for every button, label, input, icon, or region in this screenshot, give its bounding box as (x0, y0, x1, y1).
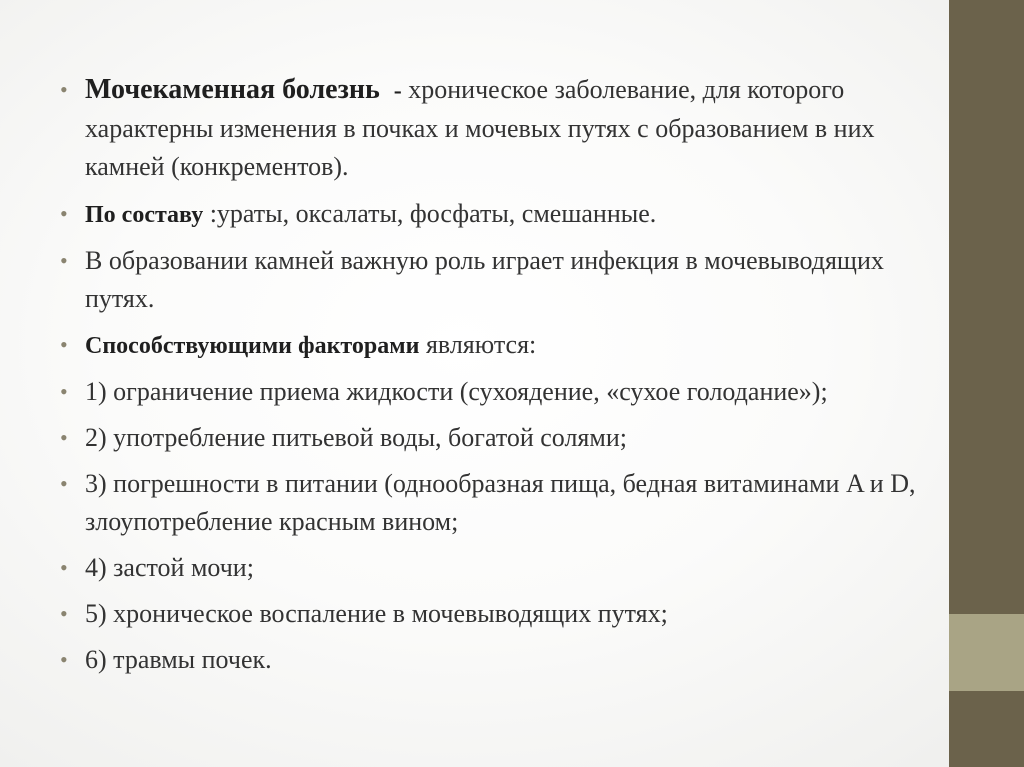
list-item (60, 373, 930, 411)
item-text: В образовании камней важную роль играет инфекция в мочевыводящих путях. (85, 246, 884, 313)
bullet-dot-icon: • (60, 647, 68, 672)
list-item (60, 195, 930, 234)
bullet-dot-icon: • (60, 601, 68, 626)
term-title: Мочекаменная болезнь (85, 74, 380, 105)
bullet-dot-icon: • (60, 77, 68, 102)
item-text: являются: (419, 330, 537, 359)
bullet-dot-icon: • (60, 201, 68, 226)
list-item (60, 71, 930, 186)
item-text: 1) ограничение приема жидкости (сухоядение, «сухое голодание»); (85, 377, 828, 406)
list-item (60, 326, 930, 365)
bullet-dot-icon: • (60, 379, 68, 404)
bullet-list (60, 71, 930, 687)
bullet-dot-icon: • (60, 248, 68, 273)
list-item (60, 595, 930, 633)
list-item (60, 549, 930, 587)
item-bold-label: Способствующими факторами (85, 333, 420, 359)
bullet-dot-icon: • (60, 471, 68, 496)
item-text: :ураты, оксалаты, фосфаты, смешанные. (203, 199, 657, 228)
list-item (60, 242, 930, 318)
item-text: хроническое заболевание, для которого характерны изменения в почках и мочевых путях с образованием в них камней (конкрементов). (85, 75, 875, 181)
bullet-dot-icon: • (60, 555, 68, 580)
item-text: 2) употребление питьевой воды, богатой солями; (85, 423, 627, 452)
list-item (60, 465, 930, 541)
bullet-dot-icon: • (60, 425, 68, 450)
item-text: 6) травмы почек. (85, 645, 272, 674)
item-text: 3) погрешности в питании (однообразная пища, бедная витаминами A и D, злоупотребление красным вином; (85, 469, 916, 536)
dash-separator: - (393, 78, 402, 104)
item-text: 4) застой мочи; (85, 553, 254, 582)
list-item (60, 419, 930, 457)
item-text: 5) хроническое воспаление в мочевыводящих путях; (85, 599, 668, 628)
bullet-dot-icon: • (60, 332, 68, 357)
side-accent-block (949, 614, 1024, 691)
item-bold-label: По составу (85, 202, 204, 228)
list-item (60, 641, 930, 679)
